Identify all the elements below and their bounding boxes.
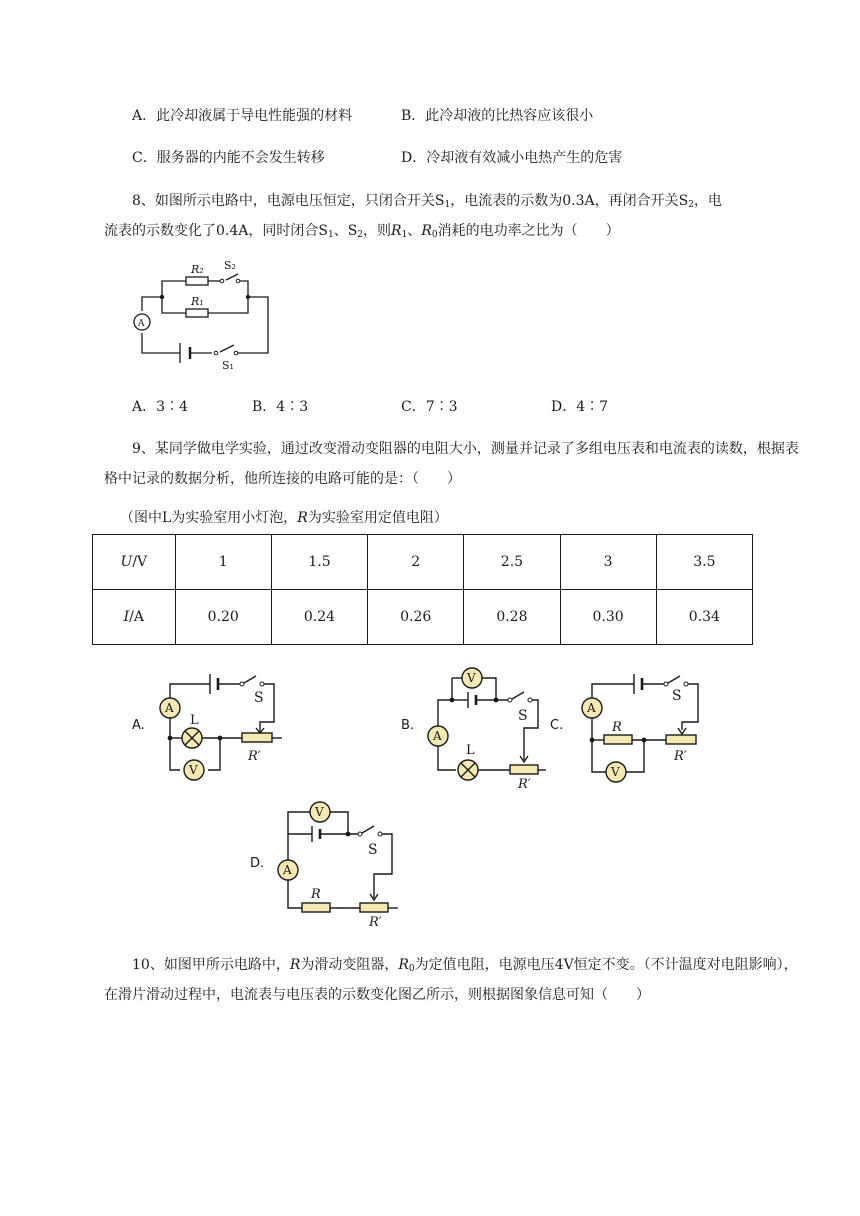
table-cell: 2.5	[464, 535, 560, 590]
rheostat-label: R′	[674, 749, 687, 764]
table-cell: 0.28	[464, 590, 560, 645]
switch-label: S	[368, 842, 378, 858]
q8-option-c: C．7∶3	[401, 399, 458, 415]
lamp-label: L	[190, 713, 199, 728]
voltmeter-label: V	[611, 765, 620, 779]
q9-option-d-label: D.	[250, 856, 265, 871]
q9-circuit-d	[274, 798, 409, 930]
voltmeter-label: V	[189, 763, 198, 777]
q8-option-a: A．3∶4	[132, 399, 188, 415]
table-cell: 0.30	[560, 590, 656, 645]
table-row-label: U/V	[93, 535, 176, 590]
q9-option-a-label: A.	[132, 718, 145, 733]
resistor-label: R	[311, 887, 321, 902]
q9-circuit-c	[574, 668, 709, 788]
q9-option-b-label: B.	[401, 718, 415, 733]
rheostat-label: R′	[518, 777, 531, 792]
table-cell: 1.5	[271, 535, 367, 590]
q8-question: 8、如图所示电路中，电源电压恒定，只闭合开关$S_1$，电流表的示数为0.3A，再闭合开关$S_2$，电 流表的示数变化了0.4A，同时闭合$S_1$、$S_2$，则$R_1$、$R_0$消耗的电功率之比为（ ）	[104, 193, 722, 240]
ammeter-label: A	[283, 863, 292, 877]
switch-label: S	[518, 708, 528, 724]
q9-question: 9、某同学做电学实验，通过改变滑动变阻器的电阻大小，测量并记录了多组电压表和电流表的读数，根据表格中记录的数据分析，他所连接的电路可能的是：（ ）	[104, 441, 799, 487]
rheostat-label: R′	[369, 915, 382, 930]
table-cell: 0.24	[271, 590, 367, 645]
q8-label-s2: S₂	[224, 259, 236, 272]
q8-label-r2: R₂	[191, 263, 204, 276]
table-cell: 1	[175, 535, 271, 590]
table-cell: 0.34	[656, 590, 752, 645]
table-row-voltage	[93, 535, 753, 590]
q8-label-r1: R₁	[191, 295, 204, 308]
voltmeter-label: V	[467, 671, 476, 685]
ammeter-label: A	[587, 701, 596, 715]
q7-option-d: D．冷却液有效减小电热产生的危害	[401, 150, 623, 166]
q7-option-c: C．服务器的内能不会发生转移	[132, 150, 325, 166]
switch-label: S	[254, 690, 264, 706]
q9-circuit-b	[426, 664, 551, 792]
switch-label: S	[672, 688, 682, 704]
q7-option-a: A．此冷却液属于导电性能强的材料	[132, 108, 353, 124]
q9-note: （图中L为实验室用小灯泡，R为实验室用定值电阻）	[120, 510, 448, 526]
resistor-label: R	[612, 720, 622, 735]
table-row-current	[93, 590, 753, 645]
voltmeter-label: V	[315, 805, 324, 819]
ammeter-label: A	[165, 701, 174, 715]
q7-option-b: B．此冷却液的比热容应该很小	[401, 108, 594, 124]
table-cell: 2	[368, 535, 464, 590]
q8-option-d: D．4∶7	[551, 399, 609, 415]
q9-circuit-a	[158, 670, 288, 790]
table-cell: 0.26	[368, 590, 464, 645]
table-cell: 3	[560, 535, 656, 590]
q8-option-b: B．4∶3	[252, 399, 309, 415]
rheostat-label: R′	[248, 749, 261, 764]
lamp-label: L	[466, 743, 475, 758]
q9-option-c-label: C.	[550, 718, 564, 733]
table-row-label: I/A	[93, 590, 176, 645]
q8-circuit-diagram	[128, 255, 278, 375]
table-cell: 3.5	[656, 535, 752, 590]
q9-data-table	[92, 534, 753, 645]
q8-label-s1: S₁	[222, 359, 234, 372]
table-cell: 0.20	[175, 590, 271, 645]
ammeter-label: A	[433, 729, 442, 743]
q8-label-ammeter: A	[138, 319, 145, 329]
q10-question: 10、如图甲所示电路中，R为滑动变阻器，$R_0$为定值电阻，电源电压4V恒定不变。（不计温度对电阻影响），在滑片滑动过程中，电流表与电压表的示数变化图乙所示，则根据图象信息可知（ ）	[104, 957, 798, 1003]
